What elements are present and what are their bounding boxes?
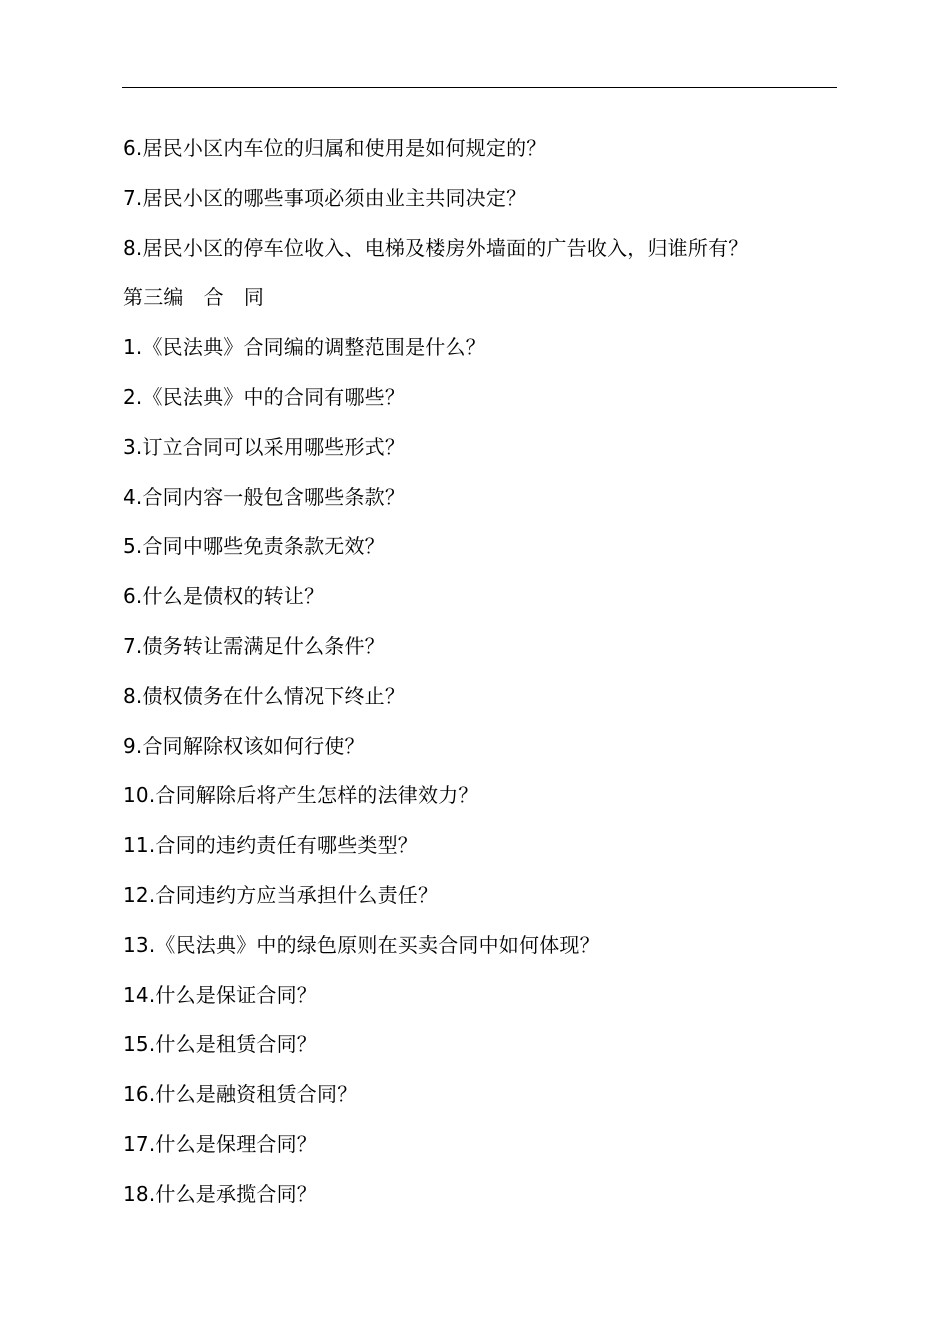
question-item: 8.债权债务在什么情况下终止？ [123,683,406,708]
question-item: 3.订立合同可以采用哪些形式？ [123,434,406,459]
question-item: 16.什么是融资租赁合同？ [123,1082,358,1107]
question-item: 14.什么是保证合同？ [123,982,318,1007]
question-item: 6.居民小区内车位的归属和使用是如何规定的？ [123,136,547,160]
question-item: 5.合同中哪些免责条款无效？ [123,534,385,559]
question-item: 2.《民法典》中的合同有哪些？ [123,384,406,409]
section-heading-part: 第三编 [123,285,184,310]
question-item: 1.《民法典》合同编的调整范围是什么？ [123,335,486,360]
section-heading-char: 合 [203,285,224,310]
question-item: 7.居民小区的哪些事项必须由业主共同决定？ [123,185,527,210]
question-item: 17.什么是保理合同？ [123,1131,318,1156]
question-item: 12.合同违约方应当承担什么责任？ [123,882,439,907]
question-item: 4.合同内容一般包含哪些条款？ [123,484,406,509]
question-item: 13.《民法典》中的绿色原则在买卖合同中如何体现？ [123,932,600,957]
question-item: 15.什么是租赁合同？ [123,1032,318,1057]
question-item: 8.居民小区的停车位收入、电梯及楼房外墙面的广告收入，归谁所有？ [123,235,749,260]
question-item: 11.合同的违约责任有哪些类型？ [123,833,419,858]
question-item: 9.合同解除权该如何行使？ [123,733,365,758]
question-item: 18.什么是承揽合同？ [123,1181,318,1206]
header-rule [122,87,837,88]
section-heading-char: 同 [243,285,265,310]
question-item: 7.债务转让需满足什么条件？ [123,633,385,658]
question-item: 10.合同解除后将产生怎样的法律效力？ [123,783,479,808]
question-item: 6.什么是债权的转让？ [123,584,325,609]
section-heading [123,273,838,323]
document-body [123,124,838,1220]
